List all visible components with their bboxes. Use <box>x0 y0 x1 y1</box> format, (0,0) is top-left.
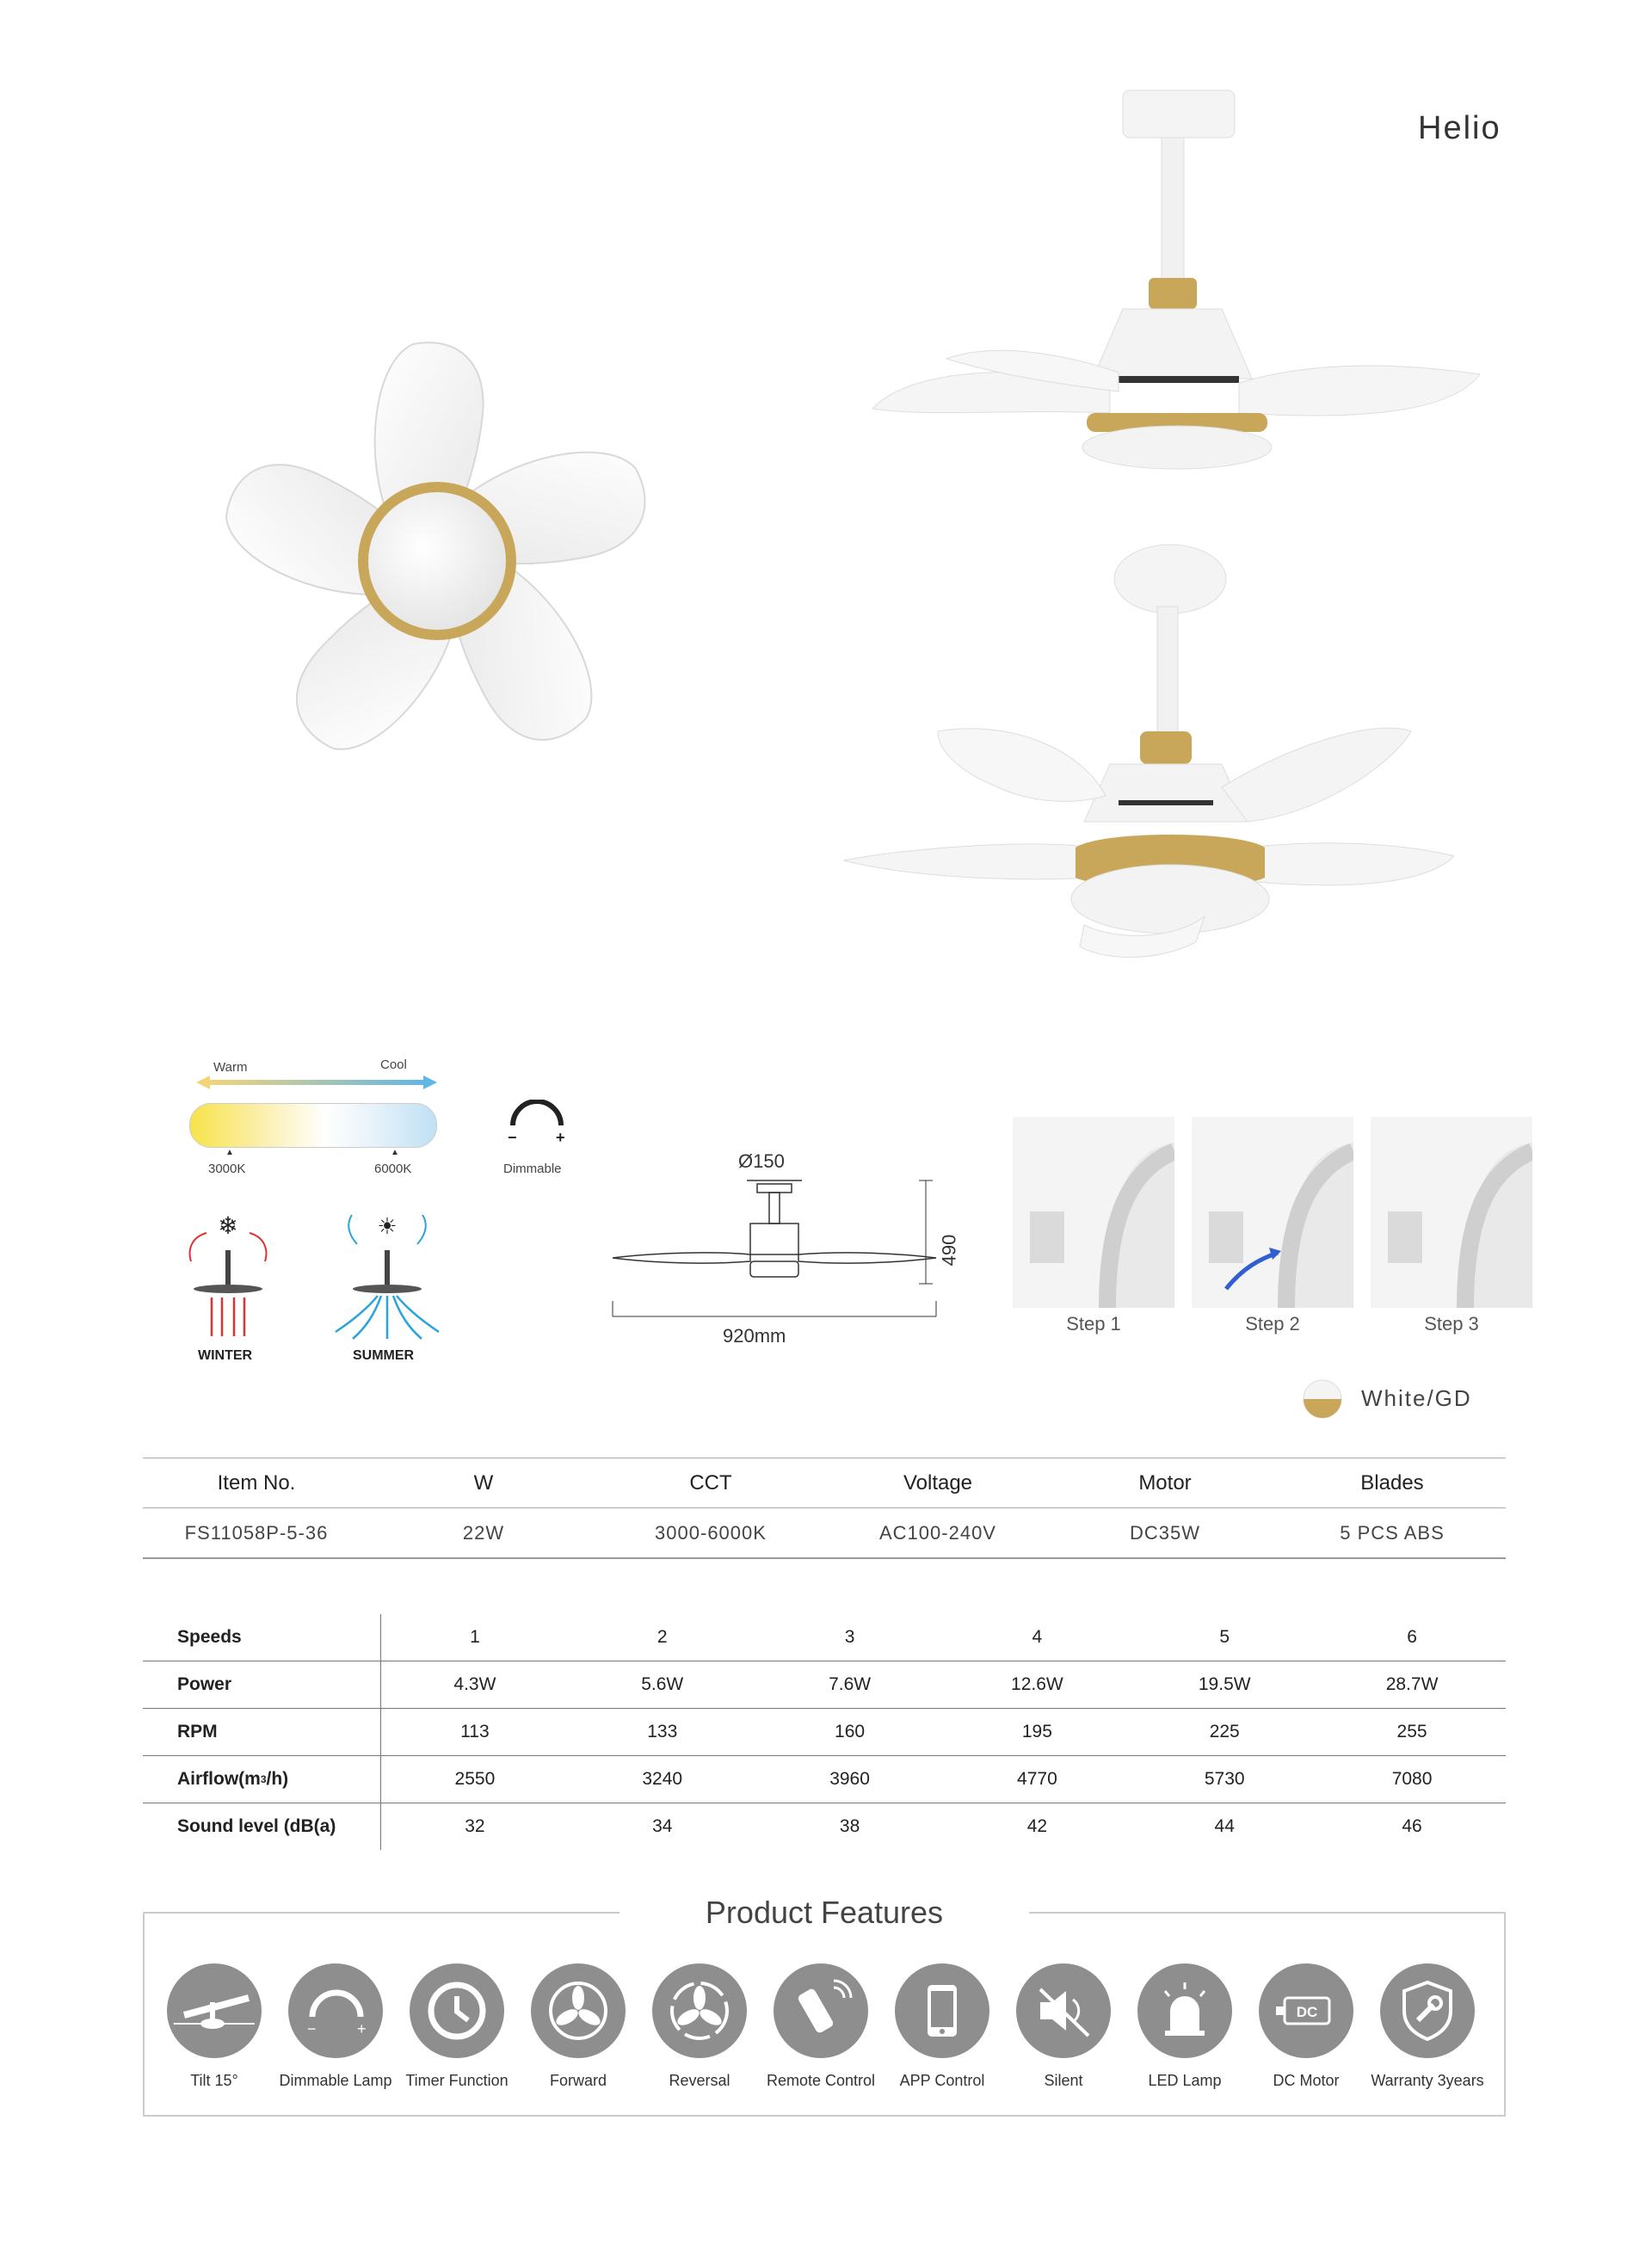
table-row <box>143 1709 1506 1756</box>
finish-swatch <box>1302 1378 1343 1420</box>
spec-cell: 3000-6000K <box>655 1521 767 1544</box>
diameter-label: Ø150 <box>738 1150 785 1172</box>
feature-dc-motor <box>1245 1963 1367 2090</box>
finish-label: White/GD <box>1361 1385 1472 1411</box>
table-row <box>143 1803 1506 1850</box>
feature-reversal <box>638 1963 761 2090</box>
table-cell: 113 <box>460 1722 490 1741</box>
table-cell: 5730 <box>1204 1769 1245 1789</box>
table-cell: 6 <box>1407 1627 1417 1647</box>
fan-angle-view-image <box>843 538 1480 959</box>
feature-label: APP Control <box>899 2072 985 2089</box>
warm-label: Warm <box>213 1060 248 1075</box>
table-cell: 46 <box>1402 1816 1422 1836</box>
height-label: 490 <box>938 1234 960 1267</box>
forward-icon <box>531 1963 626 2058</box>
dim-plus: + <box>556 1129 565 1146</box>
dc-motor-icon <box>1259 1963 1353 2058</box>
row-label: Power <box>143 1661 381 1708</box>
table-cell: 4 <box>1032 1627 1043 1647</box>
table-cell: 2550 <box>454 1769 496 1789</box>
table-cell: 4.3W <box>453 1674 496 1694</box>
spec-cell: 22W <box>462 1521 505 1544</box>
table-cell: 34 <box>652 1816 673 1836</box>
warranty-icon <box>1380 1963 1475 2058</box>
table-cell: 1 <box>470 1627 480 1647</box>
spec-header-cell: Voltage <box>903 1470 973 1495</box>
airflow-label-main: Airflow(m <box>177 1769 261 1789</box>
product-title: Helio <box>1418 110 1501 146</box>
row-label: Speeds <box>143 1614 381 1661</box>
spec-header-cell: Item No. <box>217 1470 296 1495</box>
table-cell: 32 <box>465 1816 485 1836</box>
spec-table <box>143 1458 1506 1559</box>
tick-mark-icon: ▲ <box>225 1148 234 1157</box>
phone-icon <box>895 1963 989 2058</box>
feature-warranty <box>1366 1963 1489 2090</box>
summer-label: SUMMER <box>353 1348 415 1363</box>
spec-header-cell: CCT <box>689 1470 732 1495</box>
table-cell: 195 <box>1021 1722 1052 1741</box>
table-cell: 160 <box>835 1722 866 1741</box>
feature-label: Dimmable Lamp <box>279 2072 392 2089</box>
cct-arrow <box>196 1074 437 1091</box>
winter-airflow-icon <box>181 1211 275 1341</box>
feature-label: Timer Function <box>405 2072 509 2089</box>
table-cell: 3960 <box>829 1769 870 1789</box>
cool-label: Cool <box>380 1057 407 1072</box>
airflow-label-sup: 3 <box>260 1773 267 1785</box>
feature-label: Forward <box>549 2072 607 2089</box>
dim-minus: − <box>508 1129 517 1146</box>
feature-label: Reversal <box>669 2072 730 2089</box>
table-cell: 19.5W <box>1198 1674 1251 1694</box>
table-row <box>143 1756 1506 1803</box>
step-2-image <box>1192 1117 1353 1308</box>
feature-app <box>881 1963 1003 2090</box>
width-label: 920mm <box>723 1325 786 1347</box>
cct-gradient-bar <box>189 1103 437 1148</box>
silent-icon <box>1016 1963 1111 2058</box>
tilt-icon <box>167 1963 262 2058</box>
cct-low-label: 3000K <box>208 1162 246 1176</box>
feature-label: LED Lamp <box>1148 2072 1222 2089</box>
airflow-label-tail: /h) <box>266 1769 289 1789</box>
features-title: Product Features <box>620 1895 1029 1931</box>
spec-header-cell: Motor <box>1138 1470 1192 1495</box>
summer-airflow-icon <box>331 1211 443 1341</box>
feature-forward <box>517 1963 639 2090</box>
reversal-icon <box>652 1963 747 2058</box>
step-3-image <box>1371 1117 1532 1308</box>
fan-side-view-image <box>860 82 1497 486</box>
row-label <box>143 1756 381 1803</box>
svg-text:+: + <box>357 2020 367 2037</box>
spec-cell: AC100-240V <box>879 1521 996 1544</box>
feature-label: Warranty 3years <box>1371 2072 1484 2089</box>
svg-text:−: − <box>307 2020 317 2037</box>
spec-header-row <box>143 1458 1506 1507</box>
spec-cell: FS11058P-5-36 <box>184 1521 329 1544</box>
table-cell: 7080 <box>1391 1769 1433 1789</box>
feature-label: Tilt 15° <box>190 2072 238 2089</box>
spec-cell: DC35W <box>1129 1521 1200 1544</box>
dimmable-icon <box>288 1963 383 2058</box>
step-3-label: Step 3 <box>1424 1313 1479 1334</box>
feature-remote <box>760 1963 882 2090</box>
table-cell: 12.6W <box>1011 1674 1063 1694</box>
table-cell: 7.6W <box>829 1674 872 1694</box>
feature-timer <box>396 1963 518 2090</box>
feature-label: Silent <box>1044 2072 1083 2089</box>
table-cell: 28.7W <box>1385 1674 1439 1694</box>
remote-icon <box>774 1963 868 2058</box>
step-1-label: Step 1 <box>1066 1313 1121 1334</box>
spec-header-cell: W <box>473 1470 494 1495</box>
svg-text:☀: ☀ <box>377 1213 398 1239</box>
timer-icon <box>410 1963 504 2058</box>
feature-label: Remote Control <box>766 2072 876 2089</box>
led-icon <box>1137 1963 1232 2058</box>
feature-tilt <box>153 1963 275 2090</box>
speed-table <box>143 1614 1506 1850</box>
spec-header-cell: Blades <box>1360 1470 1424 1495</box>
feature-silent <box>1002 1963 1125 2090</box>
dimension-diagram <box>602 1172 946 1327</box>
cct-high-label: 6000K <box>374 1162 412 1176</box>
dimmable-label: Dimmable <box>503 1162 562 1176</box>
table-cell: 3 <box>844 1627 855 1647</box>
spec-data-row <box>143 1508 1506 1557</box>
table-cell: 255 <box>1396 1722 1427 1741</box>
table-cell: 38 <box>839 1816 860 1836</box>
fan-top-view-image <box>181 293 697 809</box>
step-1-image <box>1013 1117 1174 1308</box>
tick-mark-icon: ▲ <box>391 1148 399 1157</box>
table-cell: 225 <box>1209 1722 1240 1741</box>
feature-label: DC Motor <box>1273 2072 1340 2089</box>
table-cell: 44 <box>1214 1816 1235 1836</box>
table-cell: 5 <box>1219 1627 1230 1647</box>
feature-led <box>1124 1963 1246 2090</box>
table-row <box>143 1661 1506 1709</box>
dc-motor-icon-text: DC <box>1296 2004 1318 2020</box>
table-cell: 133 <box>647 1722 678 1741</box>
feature-dimmable <box>274 1963 397 2090</box>
table-cell: 4770 <box>1017 1769 1057 1789</box>
winter-label: WINTER <box>198 1348 253 1363</box>
spec-cell: 5 PCS ABS <box>1340 1521 1445 1544</box>
table-cell: 3240 <box>642 1769 683 1789</box>
table-cell: 5.6W <box>641 1674 684 1694</box>
table-cell: 2 <box>656 1627 668 1647</box>
row-label: RPM <box>143 1709 381 1755</box>
svg-text:❄: ❄ <box>218 1212 238 1239</box>
table-cell: 42 <box>1026 1816 1048 1836</box>
step-2-label: Step 2 <box>1245 1313 1300 1334</box>
row-label: Sound level (dB(a) <box>143 1803 381 1850</box>
table-row <box>143 1614 1506 1661</box>
